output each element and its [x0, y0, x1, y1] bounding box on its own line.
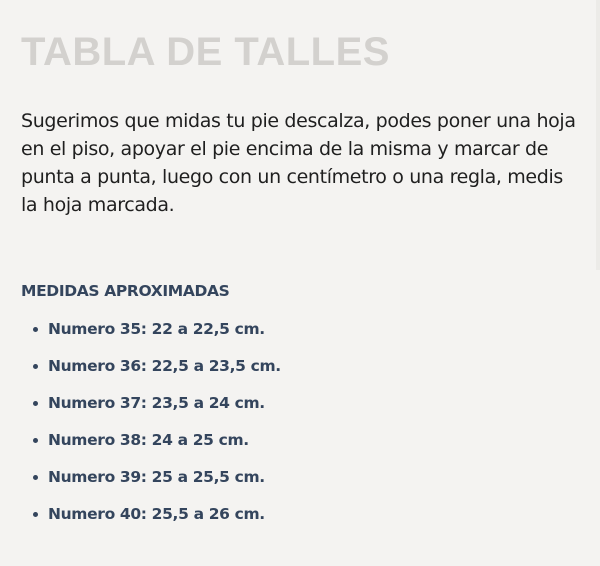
measurement-instructions: Sugerimos que midas tu pie descalza, podes poner una hoja en el piso, apoyar el pie encima de la misma y marcar de punta a punta, luego con un centímetro o una regla, medis la hoja marcada.	[21, 110, 576, 216]
scrollbar-track	[596, 0, 600, 270]
bullet-icon	[33, 438, 38, 443]
size-item-40	[21, 503, 281, 540]
size-item-36	[21, 355, 281, 392]
size-item-label: Numero 40: 25,5 a 26 cm.	[48, 505, 265, 523]
bullet-icon	[33, 401, 38, 406]
size-item-37	[21, 392, 281, 429]
size-item-label: Numero 39: 25 a 25,5 cm.	[48, 468, 265, 486]
size-list	[21, 318, 281, 540]
page-title: TABLA DE TALLES	[21, 30, 390, 74]
size-item-label: Numero 38: 24 a 25 cm.	[48, 431, 249, 449]
size-item-label: Numero 36: 22,5 a 23,5 cm.	[48, 357, 281, 375]
bullet-icon	[33, 475, 38, 480]
size-item-39	[21, 466, 281, 503]
section-title: MEDIDAS APROXIMADAS	[21, 282, 230, 300]
size-item-38	[21, 429, 281, 466]
bullet-icon	[33, 364, 38, 369]
size-item-label: Numero 35: 22 a 22,5 cm.	[48, 320, 265, 338]
bullet-icon	[33, 327, 38, 332]
size-item-35	[21, 318, 281, 355]
bullet-icon	[33, 512, 38, 517]
size-item-label: Numero 37: 23,5 a 24 cm.	[48, 394, 265, 412]
